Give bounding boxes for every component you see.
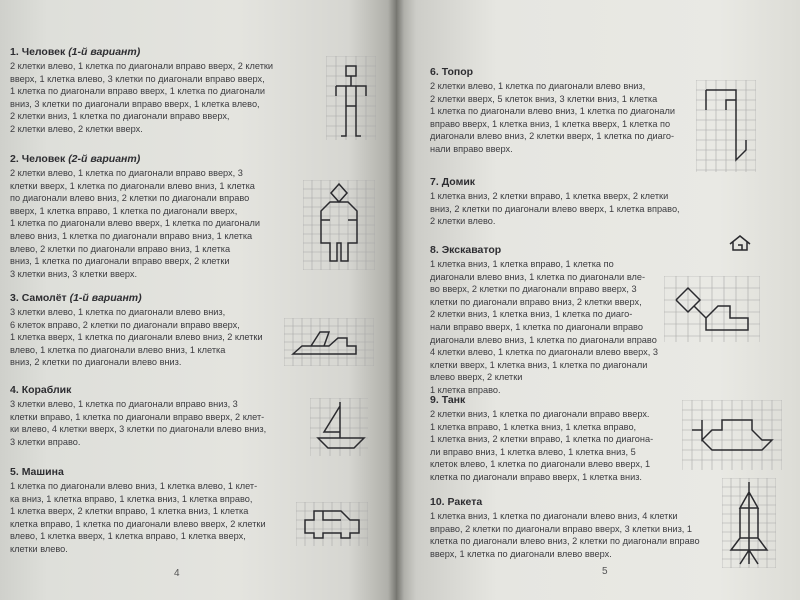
task-title: 1. Человек (1-й вариант) (10, 46, 141, 58)
task-5 (10, 466, 300, 556)
task-4 (10, 384, 310, 448)
task-title: 10. Ракета (430, 496, 483, 508)
task-instructions: 2 клетки влево, 1 клетка по диагонали вправо вверх, 2 клетки вверх, 1 клетка влево, 3 клетки по диагонали вправо вверх, 1 клетка по диагонали вправо вверх, 1 клетка по диагонали вниз, 3 клетки по диагонали вправо вверх, 1 клетка влево, 2 клетки вниз, 1 клетка по диагонали вправо вверх, 2 клетки влево, 2 клетки вверх. (10, 61, 274, 134)
figure-boat (310, 398, 368, 456)
task-instructions: 3 клетки влево, 1 клетка по диагонали влево вниз, 6 клеток вправо, 2 клетки по диагонали вправо вверх, 1 клетка вверх, 1 клетка по диагонали влево вниз, 2 клетки влево, 1 клетка по диагонали влево вниз, 1 клетка вниз, 2 клетки по диагонали влево вниз. (10, 307, 263, 368)
figure-excavator (664, 276, 760, 342)
person-outline (336, 66, 366, 136)
figure-person-2 (303, 180, 375, 270)
figure-house (728, 234, 752, 252)
task-instructions: 1 клетка вниз, 1 клетка по диагонали влево вниз, 4 клетки вправо, 2 клетки по диагонали вправо вверх, 3 клетки вниз, 1 клетка по диагонали влево вниз, 2 клетки по диагонали вправо вверх, 1 клетка по диагонали влево вверх. (430, 511, 700, 559)
task-1 (10, 46, 328, 136)
task-title: 7. Домик (430, 176, 476, 188)
left-page (0, 0, 396, 600)
figure-car (296, 502, 368, 546)
task-instructions: 2 клетки вниз, 1 клетка по диагонали вправо вверх. 1 клетка вправо, 1 клетка вниз, 1 клетка вправо, 1 клетка вниз, 2 клетки вправо, 1 клетка по диагона- ли вправо вниз, 1 клетка влево, 1 клетка вниз, 5 клеток влево, 1 клетка по диагонали влево вверх, 1 клетка по диагонали вправо вверх, 1 клетка вниз. (430, 409, 654, 482)
task-title: 5. Машина (10, 466, 64, 478)
page-number: 5 (602, 566, 608, 577)
task-instructions: 1 клетка по диагонали влево вниз, 1 клетка влево, 1 клет- ка вниз, 1 клетка вправо, 1 клетка вниз, 1 клетка вправо, 1 клетка вверх, 2 клетки вправо, 1 клетка вниз, 1 клетка клетка вправо, 1 клетка по диагонали влево вверх, 2 клетки влево, 1 клетка вверх, 1 клетка вправо, 1 клетка вверх, клетки влево. (10, 481, 266, 554)
task-8 (430, 244, 698, 397)
page-number: 4 (174, 568, 180, 579)
task-10 (430, 496, 730, 560)
figure-tank (682, 400, 782, 470)
task-3 (10, 292, 286, 369)
figure-rocket (722, 478, 776, 568)
task-instructions: 1 клетка вниз, 2 клетки вправо, 1 клетка вверх, 2 клетки вниз, 2 клетки по диагонали влево вверх, 1 клетка вправо, 2 клетки влево. (430, 191, 680, 227)
task-instructions: 1 клетка вниз, 1 клетка вправо, 1 клетка по диагонали влево вниз, 1 клетка по диагонали вле- во вверх, 2 клетки по диагонали вправо вверх, 3 клетки по диагонали вправо вниз, 2 клетки вверх, 2 клетки вниз, 1 клетка вниз, 1 клетка по диаго- нали вправо вверх, 1 клетка по диагонали вправо диагонали влево вниз, 1 клетка по диагонали вправо 4 клетки влево, 1 клетка по диагонали влево вверх, 3 клетки вверх, 1 клетка вниз, 1 клетка по диагонали влево вверх, 2 клетки 1 клетка вправо. (430, 259, 658, 395)
task-title: 4. Кораблик (10, 384, 72, 396)
task-instructions: 2 клетки влево, 1 клетка по диагонали влево вниз, 2 клетки вверх, 5 клеток вниз, 3 клетки вниз, 1 клетка 1 клетка по диагонали влево вниз, 1 клетка по диагонали вправо вверх, 1 клетка вниз, 1 клетка вверх, 1 клетка по диагонали влево вниз, 2 клетки вверх, 1 клетка по диаго- нали вправо вверх. (430, 81, 675, 154)
house-outline (730, 236, 750, 250)
task-instructions: 3 клетки влево, 1 клетка по диагонали вправо вниз, 3 клетки вправо, 1 клетка по диагонали вправо вверх, 2 клет- ки влево, 4 клетки вверх, 3 клетки по диагонали влево вниз, 3 клетки вправо. (10, 399, 267, 447)
boat-outline (318, 402, 364, 448)
task-title: 9. Танк (430, 394, 466, 406)
figure-axe (696, 80, 756, 172)
task-9 (430, 394, 710, 484)
task-instructions: 2 клетки влево, 1 клетка по диагонали вправо вверх, 3 клетки вверх, 1 клетка по диагонали влево вниз, 1 клетка по диагонали влево вниз, 2 клетки по диагонали вправо вверх, 1 клетка вправо, 1 клетка по диагонали вверх, 1 клетка по диагонали влево вверх, 1 клетка по диагонали влево вниз, 1 клетка по диагонали вправо вниз, 1 клетка влево, 2 клетки по диагонали вправо вниз, 1 клетка вниз, 1 клетка по диагонали вправо вверх, 2 клетки 3 клетки вниз, 3 клетки вверх. (10, 168, 261, 279)
task-title: 6. Топор (430, 66, 474, 78)
figure-person-1 (326, 56, 376, 140)
task-2 (10, 153, 310, 280)
task-7 (430, 176, 730, 228)
task-title: 2. Человек (2-й вариант) (10, 153, 141, 165)
task-title: 3. Самолёт (1-й вариант) (10, 292, 142, 304)
grid-lines (326, 56, 376, 140)
figure-airplane (284, 318, 374, 366)
task-title: 8. Экскаватор (430, 244, 502, 256)
book-gutter (388, 0, 404, 600)
airplane-outline (293, 332, 356, 354)
right-page (396, 0, 800, 600)
task-6 (430, 66, 710, 156)
